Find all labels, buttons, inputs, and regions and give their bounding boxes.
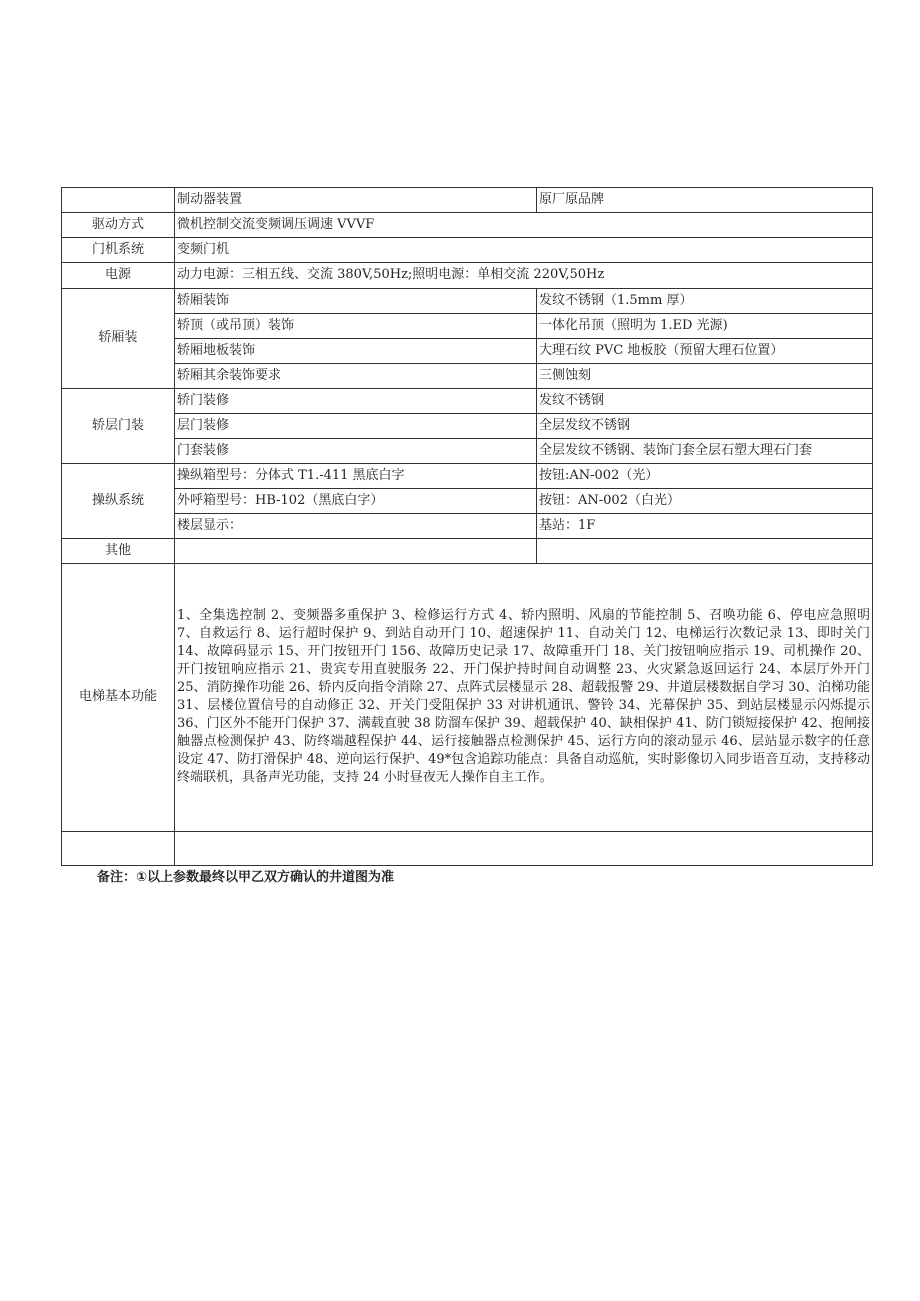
- value-cell: 一体化吊顶（照明为 1.ED 光源): [537, 314, 873, 339]
- category-cell: 轿层门装: [62, 389, 175, 464]
- table-row: [62, 238, 873, 263]
- value-cell: 大理石纹 PVC 地板胶（预留大理石位置）: [537, 339, 873, 364]
- item-cell: 轿厢地板装饰: [175, 339, 537, 364]
- category-cell: 驱动方式: [62, 213, 175, 238]
- item-cell-empty: [175, 539, 537, 564]
- table-row: [62, 263, 873, 289]
- item-cell: 轿厢装饰: [175, 289, 537, 314]
- table-row: [62, 832, 873, 866]
- item-cell: 层门装修: [175, 414, 537, 439]
- category-cell-empty: [62, 188, 175, 213]
- table-row: [62, 389, 873, 414]
- value-cell: 动力电源：三相五线、交流 380V,50Hz;照明电源：单相交流 220V,50Hz: [175, 263, 873, 289]
- value-cell: 发纹不锈钢: [537, 389, 873, 414]
- value-cell: 原厂原品牌: [537, 188, 873, 213]
- value-cell: 微机控制交流变频调压调速 VVVF: [175, 213, 873, 238]
- item-cell: 轿门装修: [175, 389, 537, 414]
- category-cell: 电源: [62, 263, 175, 289]
- table-row: [62, 464, 873, 489]
- category-cell: 操纵系统: [62, 464, 175, 539]
- elevator-spec-table: [61, 187, 873, 866]
- table-row: [62, 564, 873, 832]
- table-row: [62, 289, 873, 314]
- value-cell: 变频门机: [175, 238, 873, 263]
- value-cell: 全层发纹不锈钢、装饰门套全层石塑大理石门套: [537, 439, 873, 464]
- item-cell: 门套装修: [175, 439, 537, 464]
- item-cell: 操纵箱型号：分体式 T1.-411 黑底白字: [175, 464, 537, 489]
- table-row: [62, 188, 873, 213]
- value-cell: 发纹不锈钢（1.5mm 厚）: [537, 289, 873, 314]
- table-row: [62, 439, 873, 464]
- table-row: [62, 539, 873, 564]
- value-cell: 按钮：AN-002（白光）: [537, 489, 873, 514]
- value-cell: 三侧蚀刻: [537, 364, 873, 389]
- table-row: [62, 364, 873, 389]
- value-cell: 基站：1F: [537, 514, 873, 539]
- table-row: [62, 489, 873, 514]
- value-cell-empty: [537, 539, 873, 564]
- item-cell: 外呼箱型号：HB-102（黑底白字）: [175, 489, 537, 514]
- footnote: 备注：①以上参数最终以甲乙双方确认的井道图为准: [97, 870, 395, 885]
- value-cell-empty: [175, 832, 873, 866]
- category-cell: 电梯基本功能: [62, 564, 175, 832]
- functions-text: 1、全集选控制 2、变频器多重保护 3、检修运行方式 4、轿内照明、风扇的节能控制 5、召唤功能 6、停电应急照明 7、自救运行 8、运行超时保护 9、到站自动开门 10、超速保护 11、自动关门 12、电梯运行次数记录 13、即时关门 14、故障码显示 15、开门按钮开门 156、故障历史记录 17、故障重开门 18、关门按钮响应指示 19、司机操作 20、开门按钮响应指示 21、贵宾专用直驶服务 22、开门保护持时间自动调整 23、火灾紧急返回运行 24、本层厅外开门 25、消防操作功能 26、轿内反向指令消除 27、点阵式层楼显示 28、超载报警 29、井道层楼数据自学习 30、泊梯功能 31、层楼位置信号的自动修正 32、开关门受阻保护 33 对讲机通讯、警铃 34、光幕保护 35、到站层楼显示闪烁提示 36、门区外不能开门保护 37、满载直驶 38 防溜车保护 39、超载保护 40、缺相保护 41、防门锁短接保护 42、抱闸接触器点检测保护 43、防终端越程保护 44、运行接触器点检测保护 45、运行方向的滚动显示 46、层站显示数字的任意设定 47、防打滑保护 48、逆向运行保护、49*包含追踪功能点：具备自动巡航，实时影像切入同步语音互动，支持移动终端联机，具备声光功能，支持 24 小时昼夜无人操作自主工作。: [175, 564, 873, 832]
- table-row: [62, 339, 873, 364]
- table-row: [62, 514, 873, 539]
- table-row: [62, 314, 873, 339]
- value-cell: 全层发纹不锈钢: [537, 414, 873, 439]
- category-cell: 门机系统: [62, 238, 175, 263]
- item-cell: 轿厢其余装饰要求: [175, 364, 537, 389]
- category-cell: 其他: [62, 539, 175, 564]
- value-cell: 按钮:AN-002（光）: [537, 464, 873, 489]
- category-cell-empty: [62, 832, 175, 866]
- item-cell: 楼层显示：: [175, 514, 537, 539]
- item-cell: 制动器装置: [175, 188, 537, 213]
- table-row: [62, 414, 873, 439]
- category-cell: 轿厢装: [62, 289, 175, 389]
- item-cell: 轿顶（或吊顶）装饰: [175, 314, 537, 339]
- table-row: [62, 213, 873, 238]
